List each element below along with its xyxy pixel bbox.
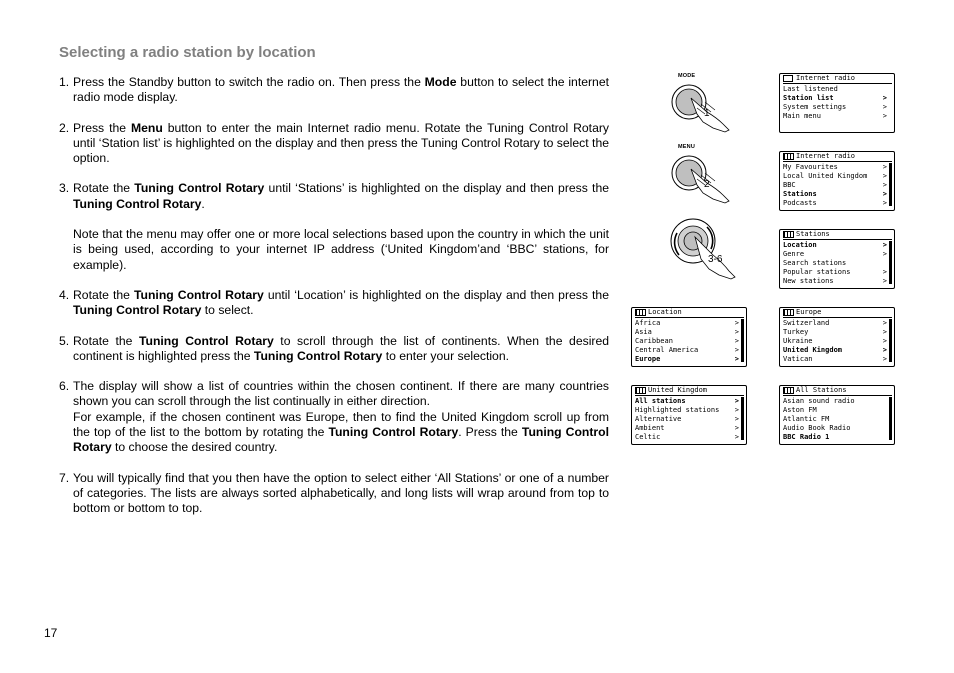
instruction-steps	[59, 75, 609, 532]
lcd-display-united-kingdom	[631, 385, 747, 445]
bars-icon	[635, 387, 646, 394]
lcd-item-label: BBC Radio 1	[783, 433, 830, 441]
lcd-item-label: My Favourites	[783, 163, 838, 171]
submenu-arrow-icon: >	[734, 346, 739, 354]
bars-icon	[783, 231, 794, 238]
text-run: You will typically find that you then have the option to select either ‘All Stations’ or one of a number of categories. The lists are always sorted alphabetically, and long lists will wrap around from top to bottom or bottom to top.	[73, 470, 609, 516]
lcd-item-label: Turkey	[783, 328, 809, 336]
page-title: Selecting a radio station by location	[59, 44, 316, 61]
bold-term: Tuning Control Rotary	[138, 333, 274, 348]
lcd-item-label: Ambient	[635, 424, 665, 432]
lcd-menu-item	[780, 415, 894, 424]
lcd-header	[783, 231, 892, 240]
submenu-arrow-icon: >	[882, 241, 887, 249]
bars-icon	[783, 387, 794, 394]
step-note: Note that the menu may offer one or more local selections based upon the country in which the unit is being used, according to your internet IP address (‘United Kingdom’and ‘BBC’ stations, for example).	[73, 227, 609, 272]
step-1	[59, 75, 609, 106]
lcd-menu-item	[780, 433, 894, 442]
step-text	[73, 288, 609, 319]
submenu-arrow-icon: >	[882, 346, 887, 354]
step-number: 1.	[59, 75, 70, 89]
lcd-menu-item	[780, 337, 894, 346]
rotary-knob-icon	[667, 215, 747, 281]
lcd-item-label: Station list	[783, 94, 834, 102]
lcd-display-all-stations	[779, 385, 895, 445]
scrollbar-indicator	[889, 319, 892, 362]
submenu-arrow-icon: >	[734, 355, 739, 363]
text-run: button to select the internet radio mode display.	[73, 75, 609, 105]
lcd-header	[783, 153, 892, 162]
lcd-menu-item	[780, 277, 894, 286]
lcd-item-label: Central America	[635, 346, 699, 354]
lcd-menu-item	[780, 199, 894, 208]
lcd-item-label: Last listened	[783, 85, 838, 93]
submenu-arrow-icon: >	[882, 172, 887, 180]
step-callout: 2	[704, 179, 710, 190]
lcd-menu-item	[780, 355, 894, 364]
submenu-arrow-icon: >	[882, 94, 887, 102]
text-run: to scroll through the list of continents. When the desired continent is highlighted press the	[73, 333, 610, 363]
lcd-menu-item	[780, 328, 894, 337]
lcd-item-label: Aston FM	[783, 406, 817, 414]
step-3	[59, 181, 609, 272]
lcd-header-title: Internet radio	[796, 74, 856, 82]
submenu-arrow-icon: >	[882, 190, 887, 198]
lcd-header-title: Location	[648, 308, 682, 316]
lcd-header-title: United Kingdom	[648, 386, 708, 394]
bold-term: Mode	[424, 75, 457, 89]
menu-button-illustration	[667, 143, 747, 205]
lcd-item-label: Alternative	[635, 415, 682, 423]
step-callout: 3-6	[708, 254, 723, 265]
hand-press-icon	[667, 143, 747, 205]
submenu-arrow-icon: >	[882, 328, 887, 336]
text-run: Rotate the	[73, 287, 134, 302]
lcd-menu-item	[780, 319, 894, 328]
bold-term: Tuning Control Rotary	[73, 303, 202, 318]
text-run: Press the	[73, 120, 131, 135]
lcd-menu-item	[632, 406, 746, 415]
lcd-header	[635, 309, 744, 318]
submenu-arrow-icon: >	[882, 250, 887, 258]
lcd-menu-item	[780, 112, 894, 121]
tuning-rotary-illustration	[667, 215, 747, 281]
submenu-arrow-icon: >	[734, 337, 739, 345]
lcd-menu-item	[780, 397, 894, 406]
bars-icon	[635, 309, 646, 316]
lcd-header-title: Europe	[796, 308, 822, 316]
step-callout: 1	[704, 108, 710, 119]
step-number: 4.	[59, 287, 70, 302]
screen-icon	[783, 75, 793, 82]
step-text	[73, 334, 609, 365]
text-run: button to enter the main Internet radio menu. Rotate the Tuning Control Rotary until ‘Station list’ is highlighted on the display and then press the Tuning Control Rotary to select the option.	[73, 120, 609, 166]
page-number: 17	[44, 626, 58, 640]
lcd-menu-item	[780, 406, 894, 415]
lcd-menu-item	[780, 241, 894, 250]
lcd-item-label: Audio Book Radio	[783, 424, 851, 432]
step-number: 6.	[59, 379, 70, 394]
lcd-header-title: Stations	[796, 230, 830, 238]
lcd-menu-item	[780, 172, 894, 181]
lcd-menu-item	[780, 103, 894, 112]
lcd-menu-item	[632, 424, 746, 433]
lcd-menu-item	[632, 337, 746, 346]
step-number: 5.	[59, 333, 70, 348]
scrollbar-indicator	[889, 163, 892, 206]
text-run: until ‘Stations’ is highlighted on the display and then press the	[264, 181, 610, 196]
lcd-item-label: New stations	[783, 277, 834, 285]
scrollbar-indicator	[889, 241, 892, 284]
lcd-item-label: Caribbean	[635, 337, 673, 345]
hand-press-icon	[667, 72, 747, 134]
text-run: For example, if the chosen continent was Europe, then to find the United Kingdom scroll up from the top of the list to the bottom by rotating the	[73, 409, 609, 440]
lcd-menu-item	[780, 268, 894, 277]
lcd-menu-item	[632, 415, 746, 424]
submenu-arrow-icon: >	[882, 319, 887, 327]
step-7	[59, 471, 609, 517]
step-number: 3.	[59, 181, 70, 196]
lcd-item-label: Location	[783, 241, 817, 249]
lcd-header-title: All Stations	[796, 386, 847, 394]
lcd-menu-item	[632, 319, 746, 328]
lcd-menu-item	[780, 94, 894, 103]
lcd-menu-item	[780, 163, 894, 172]
step-number: 2.	[59, 120, 70, 135]
submenu-arrow-icon: >	[734, 328, 739, 336]
lcd-item-label: Highlighted stations	[635, 406, 720, 414]
lcd-display-europe	[779, 307, 895, 367]
lcd-menu-item	[780, 250, 894, 259]
lcd-item-label: Europe	[635, 355, 661, 363]
lcd-display-location	[631, 307, 747, 367]
step-6	[59, 379, 609, 455]
lcd-header-title: Internet radio	[796, 152, 856, 160]
submenu-arrow-icon: >	[882, 103, 887, 111]
lcd-display-internet-radio-main	[779, 73, 895, 133]
menu-label: MENU	[678, 144, 695, 150]
bold-term: Tuning Control Rotary	[253, 348, 383, 363]
lcd-menu-item	[780, 346, 894, 355]
submenu-arrow-icon: >	[734, 424, 739, 432]
lcd-item-label: Switzerland	[783, 319, 830, 327]
lcd-item-label: All stations	[635, 397, 686, 405]
text-run: Rotate the	[73, 333, 139, 348]
submenu-arrow-icon: >	[734, 397, 739, 405]
bold-term: Tuning Control Rotary	[134, 287, 264, 302]
bold-term: Tuning Control Rotary	[73, 196, 202, 211]
lcd-item-label: Asia	[635, 328, 652, 336]
lcd-item-label: Local United Kingdom	[783, 172, 868, 180]
submenu-arrow-icon: >	[882, 181, 887, 189]
lcd-menu-item	[632, 346, 746, 355]
submenu-arrow-icon: >	[882, 277, 887, 285]
bold-term: Tuning Control Rotary	[134, 181, 265, 196]
bars-icon	[783, 309, 794, 316]
bold-term: Tuning Control Rotary	[328, 425, 459, 440]
lcd-header	[783, 387, 892, 396]
lcd-item-label: Stations	[783, 190, 817, 198]
submenu-arrow-icon: >	[882, 112, 887, 120]
step-text	[73, 75, 609, 106]
lcd-menu-item	[780, 259, 894, 268]
submenu-arrow-icon: >	[882, 355, 887, 363]
step-5	[59, 334, 609, 365]
lcd-header	[783, 309, 892, 318]
lcd-menu-item	[780, 424, 894, 433]
step-text	[73, 379, 609, 410]
lcd-item-label: Search stations	[783, 259, 847, 267]
submenu-arrow-icon: >	[734, 415, 739, 423]
lcd-menu-item	[632, 433, 746, 442]
scrollbar-indicator	[741, 397, 744, 440]
lcd-menu-item	[632, 397, 746, 406]
text-run: until ‘Location’ is highlighted on the display and then press the	[263, 287, 609, 302]
lcd-item-label: United Kingdom	[783, 346, 843, 354]
lcd-menu-item	[780, 181, 894, 190]
lcd-item-label: Popular stations	[783, 268, 851, 276]
lcd-item-label: Genre	[783, 250, 805, 258]
lcd-menu-item	[780, 190, 894, 199]
text-run: Rotate the	[73, 181, 135, 196]
lcd-menu-item	[780, 85, 894, 94]
submenu-arrow-icon: >	[734, 406, 739, 414]
step-text	[73, 471, 609, 517]
submenu-arrow-icon: >	[734, 319, 739, 327]
lcd-item-label: Ukraine	[783, 337, 813, 345]
submenu-arrow-icon: >	[882, 199, 887, 207]
lcd-item-label: BBC	[783, 181, 796, 189]
lcd-item-label: Africa	[635, 319, 661, 327]
mode-button-illustration	[667, 72, 747, 134]
step-number: 7.	[59, 470, 70, 485]
text-run: .	[201, 196, 205, 211]
bold-term: Menu	[130, 120, 163, 135]
text-run: Press the Standby button to switch the radio on. Then press the	[73, 75, 425, 89]
lcd-item-label: Atlantic FM	[783, 415, 830, 423]
bold-term: Tuning Control Rotary	[73, 425, 609, 455]
submenu-arrow-icon: >	[734, 433, 739, 441]
text-run: to select.	[201, 303, 254, 318]
lcd-display-stations	[779, 229, 895, 289]
lcd-item-label: Celtic	[635, 433, 661, 441]
text-run: The display will show a list of countries within the chosen continent. If there are many countries shown you can scroll through the list continually in either direction.	[73, 379, 609, 409]
lcd-menu-item	[632, 355, 746, 364]
step-text-continued	[73, 410, 609, 456]
step-2	[59, 121, 609, 167]
submenu-arrow-icon: >	[882, 268, 887, 276]
lcd-item-label: Vatican	[783, 355, 813, 363]
text-run: . Press the	[458, 425, 522, 440]
step-text	[73, 181, 609, 212]
lcd-item-label: System settings	[783, 103, 847, 111]
step-text	[73, 121, 609, 167]
lcd-item-label: Asian sound radio	[783, 397, 855, 405]
lcd-item-label: Main menu	[783, 112, 821, 120]
submenu-arrow-icon: >	[882, 163, 887, 171]
lcd-item-label: Podcasts	[783, 199, 817, 207]
step-4	[59, 288, 609, 319]
scrollbar-indicator	[741, 319, 744, 362]
bars-icon	[783, 153, 794, 160]
lcd-display-station-list	[779, 151, 895, 211]
lcd-menu-item	[632, 328, 746, 337]
text-run: to choose the desired country.	[111, 440, 278, 455]
mode-label: MODE	[678, 73, 696, 79]
scrollbar-indicator	[889, 397, 892, 440]
text-run: to enter your selection.	[382, 348, 509, 363]
lcd-header	[635, 387, 744, 396]
submenu-arrow-icon: >	[882, 337, 887, 345]
lcd-header	[783, 75, 892, 84]
